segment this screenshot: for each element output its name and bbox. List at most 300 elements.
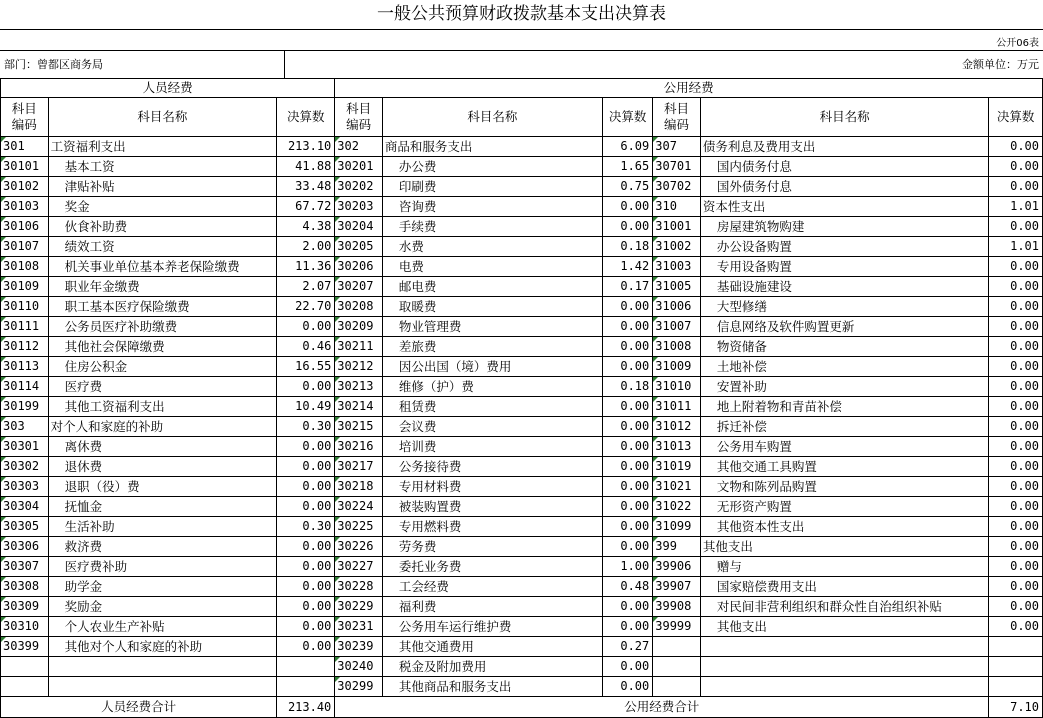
subject-name: 信息网络及软件购置更新	[700, 317, 988, 337]
amount: 33.48	[277, 177, 335, 197]
subject-name: 基本工资	[48, 157, 277, 177]
amount: 0.00	[602, 657, 652, 677]
subject-code: 30226	[335, 537, 383, 557]
subject-name: 专用设备购置	[700, 257, 988, 277]
subject-name: 伙食补助费	[48, 217, 277, 237]
subject-code: 39908	[653, 597, 701, 617]
subject-code: 30240	[335, 657, 383, 677]
subject-name: 水费	[382, 237, 602, 257]
col-header-code	[335, 98, 383, 137]
table-row	[1, 477, 1043, 497]
table-row	[1, 197, 1043, 217]
amount: 0.00	[602, 477, 652, 497]
subject-name: 其他工资福利支出	[48, 397, 277, 417]
subject-name: 离休费	[48, 437, 277, 457]
subject-code: 30211	[335, 337, 383, 357]
subject-name: 物业管理费	[382, 317, 602, 337]
amount: 0.75	[602, 177, 652, 197]
subject-code: 30108	[1, 257, 49, 277]
subject-code: 30202	[335, 177, 383, 197]
subject-code: 399	[653, 537, 701, 557]
subject-name: 其他对个人和家庭的补助	[48, 637, 277, 657]
amount: 0.00	[989, 437, 1043, 457]
subject-name: 其他社会保障缴费	[48, 337, 277, 357]
subject-code: 30217	[335, 457, 383, 477]
col-header-name: 科目名称	[48, 98, 277, 137]
subject-name	[700, 657, 988, 677]
table-row	[1, 377, 1043, 397]
amount	[277, 677, 335, 697]
subject-name: 生活补助	[48, 517, 277, 537]
subject-name: 退职（役）费	[48, 477, 277, 497]
subject-name: 地上附着物和青苗补偿	[700, 397, 988, 417]
amount: 2.00	[277, 237, 335, 257]
subject-code: 30224	[335, 497, 383, 517]
subject-name	[48, 657, 277, 677]
amount	[989, 677, 1043, 697]
subject-name: 其他资本性支出	[700, 517, 988, 537]
amount: 0.48	[602, 577, 652, 597]
subject-name: 奖励金	[48, 597, 277, 617]
subject-code: 31011	[653, 397, 701, 417]
col-header-code-text: 科目 编码	[11, 101, 37, 132]
amount: 0.00	[277, 617, 335, 637]
subject-code: 31009	[653, 357, 701, 377]
subject-code: 30239	[335, 637, 383, 657]
subject-code: 30113	[1, 357, 49, 377]
subject-name	[700, 637, 988, 657]
table-row	[1, 537, 1043, 557]
subject-name: 公务员医疗补助缴费	[48, 317, 277, 337]
subject-code: 30299	[335, 677, 383, 697]
col-header-amount: 决算数	[277, 98, 335, 137]
subject-code: 30107	[1, 237, 49, 257]
subject-code: 30228	[335, 577, 383, 597]
subject-code: 30205	[335, 237, 383, 257]
table-row	[1, 137, 1043, 157]
amount: 0.17	[602, 277, 652, 297]
subject-code: 30702	[653, 177, 701, 197]
subject-name: 医疗费补助	[48, 557, 277, 577]
table-row	[1, 397, 1043, 417]
amount: 0.00	[602, 317, 652, 337]
subject-code	[1, 677, 49, 697]
amount: 0.00	[602, 457, 652, 477]
subject-name: 房屋建筑物购建	[700, 217, 988, 237]
subject-code: 30201	[335, 157, 383, 177]
subject-name: 大型修缮	[700, 297, 988, 317]
subject-code: 30199	[1, 397, 49, 417]
col-header-amount: 决算数	[989, 98, 1043, 137]
amount: 0.00	[277, 557, 335, 577]
amount: 0.00	[989, 297, 1043, 317]
amount: 0.00	[989, 577, 1043, 597]
subject-code: 30305	[1, 517, 49, 537]
amount: 41.88	[277, 157, 335, 177]
subject-code: 30229	[335, 597, 383, 617]
subject-code: 30112	[1, 337, 49, 357]
amount: 0.00	[277, 637, 335, 657]
subject-name: 国家赔偿费用支出	[700, 577, 988, 597]
subject-code: 31013	[653, 437, 701, 457]
table-number: 公开06表	[996, 38, 1039, 49]
subject-name: 拆迁补偿	[700, 417, 988, 437]
subject-name: 其他支出	[700, 537, 988, 557]
subject-code: 30225	[335, 517, 383, 537]
subject-code: 31005	[653, 277, 701, 297]
subject-code: 30308	[1, 577, 49, 597]
amount: 67.72	[277, 197, 335, 217]
amount: 0.00	[989, 357, 1043, 377]
subject-code: 30701	[653, 157, 701, 177]
subject-name	[48, 677, 277, 697]
amount: 0.00	[277, 317, 335, 337]
subject-name: 税金及附加费用	[382, 657, 602, 677]
amount: 0.00	[989, 397, 1043, 417]
subject-name: 基础设施建设	[700, 277, 988, 297]
amount: 0.00	[989, 497, 1043, 517]
amount: 0.00	[602, 217, 652, 237]
subject-name: 救济费	[48, 537, 277, 557]
col-header-name: 科目名称	[382, 98, 602, 137]
subject-code	[653, 677, 701, 697]
subject-name: 劳务费	[382, 537, 602, 557]
amount: 0.00	[277, 497, 335, 517]
subject-name: 津贴补贴	[48, 177, 277, 197]
amount: 0.27	[602, 637, 652, 657]
subject-code: 31010	[653, 377, 701, 397]
amount: 0.00	[989, 417, 1043, 437]
amount: 0.00	[602, 617, 652, 637]
amount: 6.09	[602, 137, 652, 157]
divider	[0, 50, 1043, 51]
subject-name: 债务利息及费用支出	[700, 137, 988, 157]
subject-code: 31003	[653, 257, 701, 277]
subject-code	[653, 657, 701, 677]
table-row	[1, 357, 1043, 377]
department-label: 部门：曾都区商务局	[4, 58, 103, 71]
subject-name: 住房公积金	[48, 357, 277, 377]
amount: 0.00	[602, 397, 652, 417]
subject-code: 30101	[1, 157, 49, 177]
table-row	[1, 597, 1043, 617]
amount: 0.00	[989, 597, 1043, 617]
amount: 0.00	[602, 437, 652, 457]
amount: 0.30	[277, 517, 335, 537]
amount: 0.00	[277, 457, 335, 477]
amount: 2.07	[277, 277, 335, 297]
amount: 213.10	[277, 137, 335, 157]
subject-code: 31019	[653, 457, 701, 477]
subject-name: 其他交通费用	[382, 637, 602, 657]
amount: 1.01	[989, 197, 1043, 217]
amount: 0.00	[602, 197, 652, 217]
amount: 0.00	[602, 337, 652, 357]
amount: 0.46	[277, 337, 335, 357]
table-row	[1, 177, 1043, 197]
subject-code: 31007	[653, 317, 701, 337]
subject-name: 公务用车购置	[700, 437, 988, 457]
col-header-code	[1, 98, 49, 137]
table-row	[1, 277, 1043, 297]
subject-name: 培训费	[382, 437, 602, 457]
amount: 0.00	[602, 677, 652, 697]
table-row	[1, 297, 1043, 317]
subject-code: 30203	[335, 197, 383, 217]
col-header-code-text: 科目 编码	[346, 101, 372, 132]
amount: 0.00	[602, 537, 652, 557]
amount: 0.00	[989, 477, 1043, 497]
subject-name: 邮电费	[382, 277, 602, 297]
subject-name: 机关事业单位基本养老保险缴费	[48, 257, 277, 277]
amount: 0.00	[277, 597, 335, 617]
subject-code: 30106	[1, 217, 49, 237]
subject-code: 30209	[335, 317, 383, 337]
subject-code: 30206	[335, 257, 383, 277]
personnel-total-label: 人员经费合计	[1, 697, 277, 718]
subject-name: 工资福利支出	[48, 137, 277, 157]
amount: 16.55	[277, 357, 335, 377]
subject-code: 303	[1, 417, 49, 437]
amount: 0.00	[277, 437, 335, 457]
amount: 0.00	[989, 277, 1043, 297]
subject-name: 电费	[382, 257, 602, 277]
amount: 0.00	[989, 617, 1043, 637]
subject-name: 差旅费	[382, 337, 602, 357]
subject-code	[653, 637, 701, 657]
subject-code: 30110	[1, 297, 49, 317]
subject-code: 30111	[1, 317, 49, 337]
group-header-personnel: 人员经费	[1, 79, 335, 98]
col-header-code	[653, 98, 701, 137]
subject-code: 30303	[1, 477, 49, 497]
subject-name: 土地补偿	[700, 357, 988, 377]
personnel-total-value: 213.40	[277, 697, 335, 718]
subject-code: 307	[653, 137, 701, 157]
table-row	[1, 317, 1043, 337]
subject-name: 奖金	[48, 197, 277, 217]
subject-code: 30231	[335, 617, 383, 637]
subject-code: 30301	[1, 437, 49, 457]
subject-code: 30212	[335, 357, 383, 377]
subject-code: 31021	[653, 477, 701, 497]
subject-code: 301	[1, 137, 49, 157]
table-row	[1, 617, 1043, 637]
subject-code: 31012	[653, 417, 701, 437]
col-header-name: 科目名称	[700, 98, 988, 137]
subject-code: 31006	[653, 297, 701, 317]
amount	[989, 657, 1043, 677]
table-row	[1, 677, 1043, 697]
amount: 0.00	[602, 297, 652, 317]
col-header-amount: 决算数	[602, 98, 652, 137]
amount: 0.00	[989, 377, 1043, 397]
subject-name: 因公出国（境）费用	[382, 357, 602, 377]
amount: 0.30	[277, 417, 335, 437]
amount: 0.00	[277, 477, 335, 497]
subject-name: 赠与	[700, 557, 988, 577]
amount	[989, 637, 1043, 657]
subject-name: 物资储备	[700, 337, 988, 357]
amount: 0.00	[989, 517, 1043, 537]
subject-name: 委托业务费	[382, 557, 602, 577]
amount: 0.00	[989, 337, 1043, 357]
subject-code: 30215	[335, 417, 383, 437]
subject-code: 31008	[653, 337, 701, 357]
subject-code: 30208	[335, 297, 383, 317]
subject-name: 其他交通工具购置	[700, 457, 988, 477]
amount: 1.65	[602, 157, 652, 177]
table-row	[1, 637, 1043, 657]
subject-name: 退休费	[48, 457, 277, 477]
table-row	[1, 497, 1043, 517]
amount: 11.36	[277, 257, 335, 277]
subject-name: 职工基本医疗保险缴费	[48, 297, 277, 317]
amount: 0.18	[602, 237, 652, 257]
subject-name: 医疗费	[48, 377, 277, 397]
amount: 0.00	[602, 357, 652, 377]
subject-name: 国外债务付息	[700, 177, 988, 197]
subject-code: 30310	[1, 617, 49, 637]
amount: 22.70	[277, 297, 335, 317]
group-header-public: 公用经费	[335, 79, 1043, 98]
subject-name: 公务用车运行维护费	[382, 617, 602, 637]
subject-name: 绩效工资	[48, 237, 277, 257]
subject-code: 30214	[335, 397, 383, 417]
subject-code: 30204	[335, 217, 383, 237]
amount: 0.00	[277, 577, 335, 597]
subject-name: 取暖费	[382, 297, 602, 317]
subject-code: 30309	[1, 597, 49, 617]
subject-name: 咨询费	[382, 197, 602, 217]
subject-name: 资本性支出	[700, 197, 988, 217]
amount: 0.00	[602, 517, 652, 537]
subject-name: 租赁费	[382, 397, 602, 417]
page-title: 一般公共预算财政拨款基本支出决算表	[0, 0, 1043, 30]
subject-name: 抚恤金	[48, 497, 277, 517]
subject-code: 30109	[1, 277, 49, 297]
amount: 4.38	[277, 217, 335, 237]
table-row	[1, 157, 1043, 177]
totals-row	[1, 697, 1043, 718]
amount: 1.00	[602, 557, 652, 577]
subject-name: 其他商品和服务支出	[382, 677, 602, 697]
amount: 0.00	[277, 377, 335, 397]
subject-code: 30227	[335, 557, 383, 577]
subject-code: 30213	[335, 377, 383, 397]
subject-code	[1, 657, 49, 677]
amount: 0.00	[989, 257, 1043, 277]
table-row	[1, 457, 1043, 477]
amount: 0.00	[989, 557, 1043, 577]
subject-code: 30102	[1, 177, 49, 197]
subject-name	[700, 677, 988, 697]
subject-name: 安置补助	[700, 377, 988, 397]
table-row	[1, 417, 1043, 437]
unit-label: 金额单位：万元	[962, 58, 1039, 71]
table-row	[1, 217, 1043, 237]
subject-code: 31022	[653, 497, 701, 517]
subject-name: 国内债务付息	[700, 157, 988, 177]
table-row	[1, 337, 1043, 357]
amount: 0.18	[602, 377, 652, 397]
subject-code: 31002	[653, 237, 701, 257]
subject-name: 工会经费	[382, 577, 602, 597]
subject-name: 被装购置费	[382, 497, 602, 517]
subject-name: 印刷费	[382, 177, 602, 197]
amount: 0.00	[602, 497, 652, 517]
subject-code: 31099	[653, 517, 701, 537]
amount: 0.00	[989, 317, 1043, 337]
subject-code: 30399	[1, 637, 49, 657]
amount: 0.00	[989, 177, 1043, 197]
amount: 0.00	[989, 137, 1043, 157]
amount: 0.00	[602, 597, 652, 617]
amount: 10.49	[277, 397, 335, 417]
table-row	[1, 517, 1043, 537]
subject-name: 助学金	[48, 577, 277, 597]
amount	[277, 657, 335, 677]
subject-name: 专用材料费	[382, 477, 602, 497]
subject-name: 公务接待费	[382, 457, 602, 477]
amount: 0.00	[989, 157, 1043, 177]
subject-code: 30218	[335, 477, 383, 497]
subject-code: 39999	[653, 617, 701, 637]
amount: 1.01	[989, 237, 1043, 257]
subject-code: 30306	[1, 537, 49, 557]
subject-code: 30304	[1, 497, 49, 517]
table-row	[1, 237, 1043, 257]
subject-name: 商品和服务支出	[382, 137, 602, 157]
subject-code: 30302	[1, 457, 49, 477]
subject-code: 39906	[653, 557, 701, 577]
subject-name: 无形资产购置	[700, 497, 988, 517]
subject-name: 文物和陈列品购置	[700, 477, 988, 497]
subject-name: 对民间非营利组织和群众性自治组织补贴	[700, 597, 988, 617]
divider	[284, 50, 285, 78]
table-row	[1, 557, 1043, 577]
subject-name: 对个人和家庭的补助	[48, 417, 277, 437]
subject-name: 手续费	[382, 217, 602, 237]
table-row	[1, 437, 1043, 457]
public-total-label: 公用经费合计	[335, 697, 989, 718]
subject-code: 30216	[335, 437, 383, 457]
amount: 0.00	[989, 457, 1043, 477]
amount: 0.00	[602, 417, 652, 437]
subject-name: 办公费	[382, 157, 602, 177]
subject-name: 其他支出	[700, 617, 988, 637]
expense-table	[0, 78, 1043, 718]
subject-name: 维修（护）费	[382, 377, 602, 397]
subject-code: 30307	[1, 557, 49, 577]
amount: 0.00	[989, 537, 1043, 557]
subject-code: 39907	[653, 577, 701, 597]
amount: 0.00	[989, 217, 1043, 237]
subject-name: 办公设备购置	[700, 237, 988, 257]
amount: 1.42	[602, 257, 652, 277]
subject-code: 30207	[335, 277, 383, 297]
subject-code: 310	[653, 197, 701, 217]
subject-code: 30103	[1, 197, 49, 217]
subject-code: 302	[335, 137, 383, 157]
subject-name: 会议费	[382, 417, 602, 437]
table-row	[1, 657, 1043, 677]
subject-name: 专用燃料费	[382, 517, 602, 537]
col-header-code-text: 科目 编码	[664, 101, 690, 132]
table-row	[1, 257, 1043, 277]
subject-code: 31001	[653, 217, 701, 237]
amount: 0.00	[277, 537, 335, 557]
